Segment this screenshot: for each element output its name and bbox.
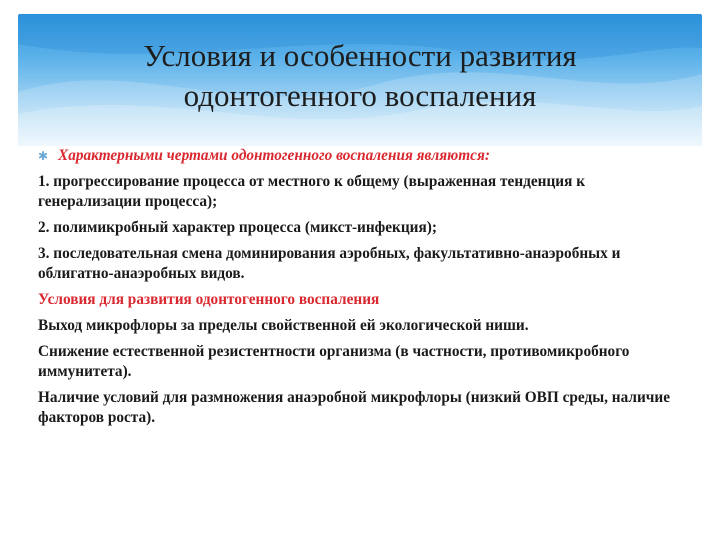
list-item-1: 1. прогрессирование процесса от местного к общему (выраженная тенденция к генерализации процесса);	[38, 173, 586, 210]
condition-1: Выход микрофлоры за пределы свойственной ей экологической ниши.	[38, 317, 529, 334]
title-line-1: Условия и особенности развития	[143, 38, 577, 73]
title-line-2: одонтогенного воспаления	[183, 78, 537, 113]
conditions-heading: Условия для развития одонтогенного воспаления	[38, 291, 380, 308]
asterisk-icon: ✱	[38, 149, 49, 163]
condition-2: Снижение естественной резистентности организма (в частности, противомикробного иммунитета).	[38, 343, 630, 380]
bullet-heading-text: Характерными чертами одонтогенного воспаления являются:	[58, 147, 490, 164]
slide-title	[18, 36, 702, 116]
slide-body	[38, 146, 688, 434]
bullet-heading	[38, 146, 688, 166]
list-item-2: 2. полимикробный характер процесса (микст-инфекция);	[38, 219, 437, 236]
list-item-3: 3. последовательная смена доминирования аэробных, факультативно-анаэробных и облигатно-анаэробных видов.	[38, 245, 621, 282]
condition-3: Наличие условий для размножения анаэробной микрофлоры (низкий ОВП среды, наличие факторов роста).	[38, 389, 671, 426]
